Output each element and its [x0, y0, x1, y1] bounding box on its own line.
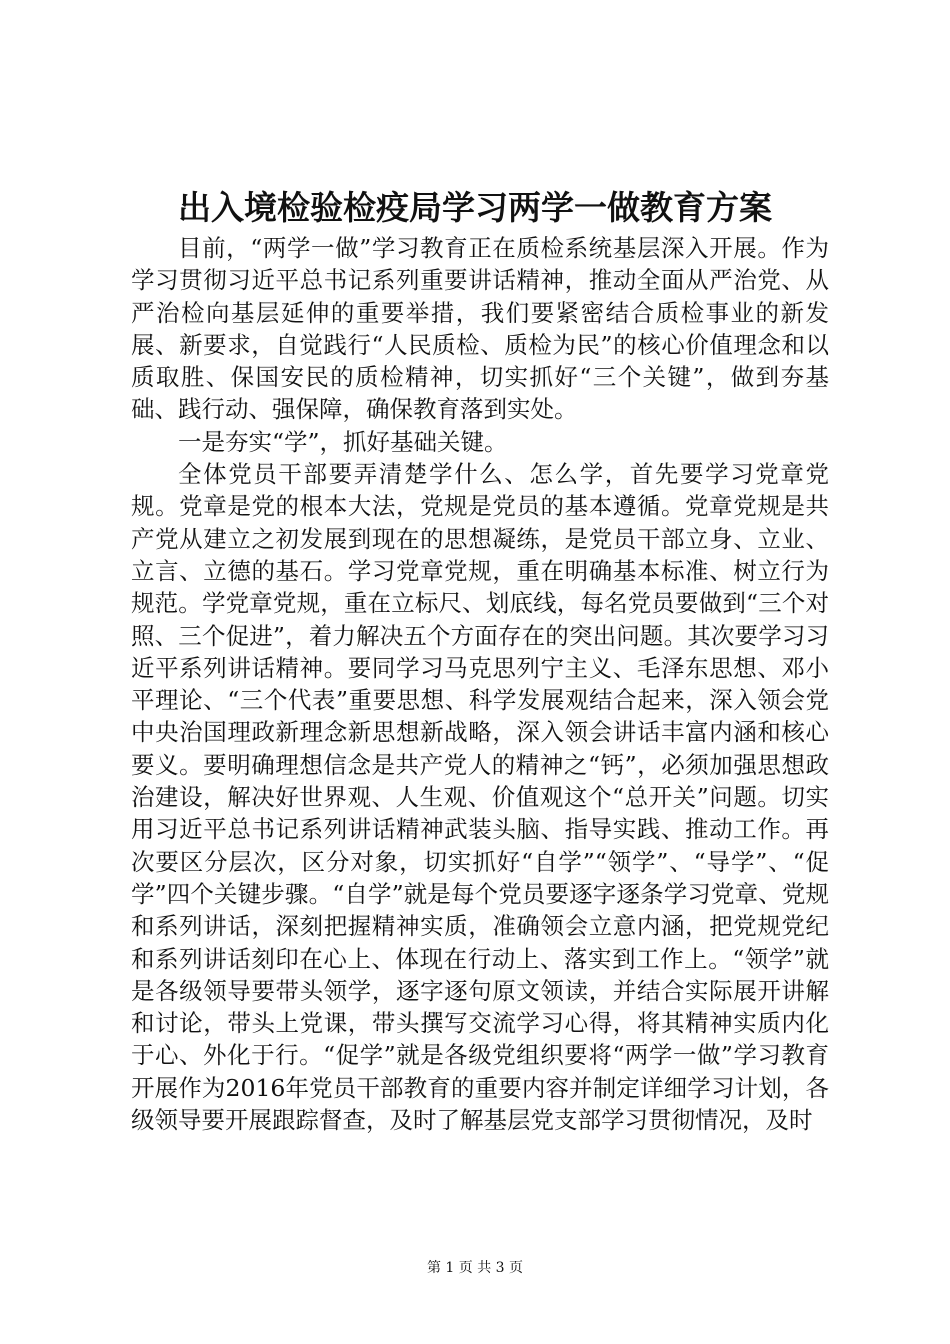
- page-number-footer: 第 1 页 共 3 页: [426, 1260, 524, 1276]
- paragraph-intro: 目前，“两学一做”学习教育正在质检系统基层深入开展。作为学习贯彻习近平总书记系列重要讲话精神，推动全面从严治党、从严治检向基层延伸的重要举措，我们要紧密结合质检事业的新发展、新要求，自觉践行“人民质检、质检为民”的核心价值理念和以质取胜、保国安民的质检精神，切实抓好“三个关键”，做到夯基础、践行动、强保障，确保教育落到实处。: [131, 234, 829, 424]
- paragraph-study-content: 全体党员干部要弄清楚学什么、怎么学，首先要学习党章党规。党章是党的根本大法，党规是党员的基本遵循。党章党规是共产党从建立之初发展到现在的思想凝练，是党员干部立身、立业、立言、立德的基石。学习党章党规，重在明确基本标准、树立行为规范。学党章党规，重在立标尺、划底线，每名党员要做到“三个对照、三个促进”，着力解决五个方面存在的突出问题。其次要学习习近平系列讲话精神。要同学习马克思列宁主义、毛泽东思想、邓小平理论、“三个代表”重要思想、科学发展观结合起来，深入领会党中央治国理政新理念新思想新战略，深入领会讲话丰富内涵和核心要义。要明确理想信念是共产党人的精神之“钙”，必须加强思想政治建设，解决好世界观、人生观、价值观这个“总开关”问题。切实用习近平总书记系列讲话精神武装头脑、指导实践、推动工作。再次要区分层次，区分对象，切实抓好“自学”“领学”、“导学”、“促学”四个关键步骤。“自学”就是每个党员要逐字逐条学习党章、党规和系列讲话，深刻把握精神实质，准确领会立意内涵，把党规党纪和系列讲话刻印在心上、体现在行动上、落实到工作上。“领学”就是各级领导要带头领学，逐字逐句原文领读，并结合实际展开讲解和讨论，带头上党课，带头撰写交流学习心得，将其精神实质内化于心、外化于行。“促学”就是各级党组织要将“两学一做”学习教育开展作为2016年党员干部教育的重要内容并制定详细学习计划，各级领导要开展跟踪督查，及时了解基层党支部学习贯彻情况，及时: [131, 460, 829, 1135]
- document-body: [131, 232, 829, 1136]
- document-title: 出入境检验检疫局学习两学一做教育方案: [178, 188, 772, 227]
- paragraph-heading-one: 一是夯实“学”，抓好基础关键。: [178, 427, 508, 456]
